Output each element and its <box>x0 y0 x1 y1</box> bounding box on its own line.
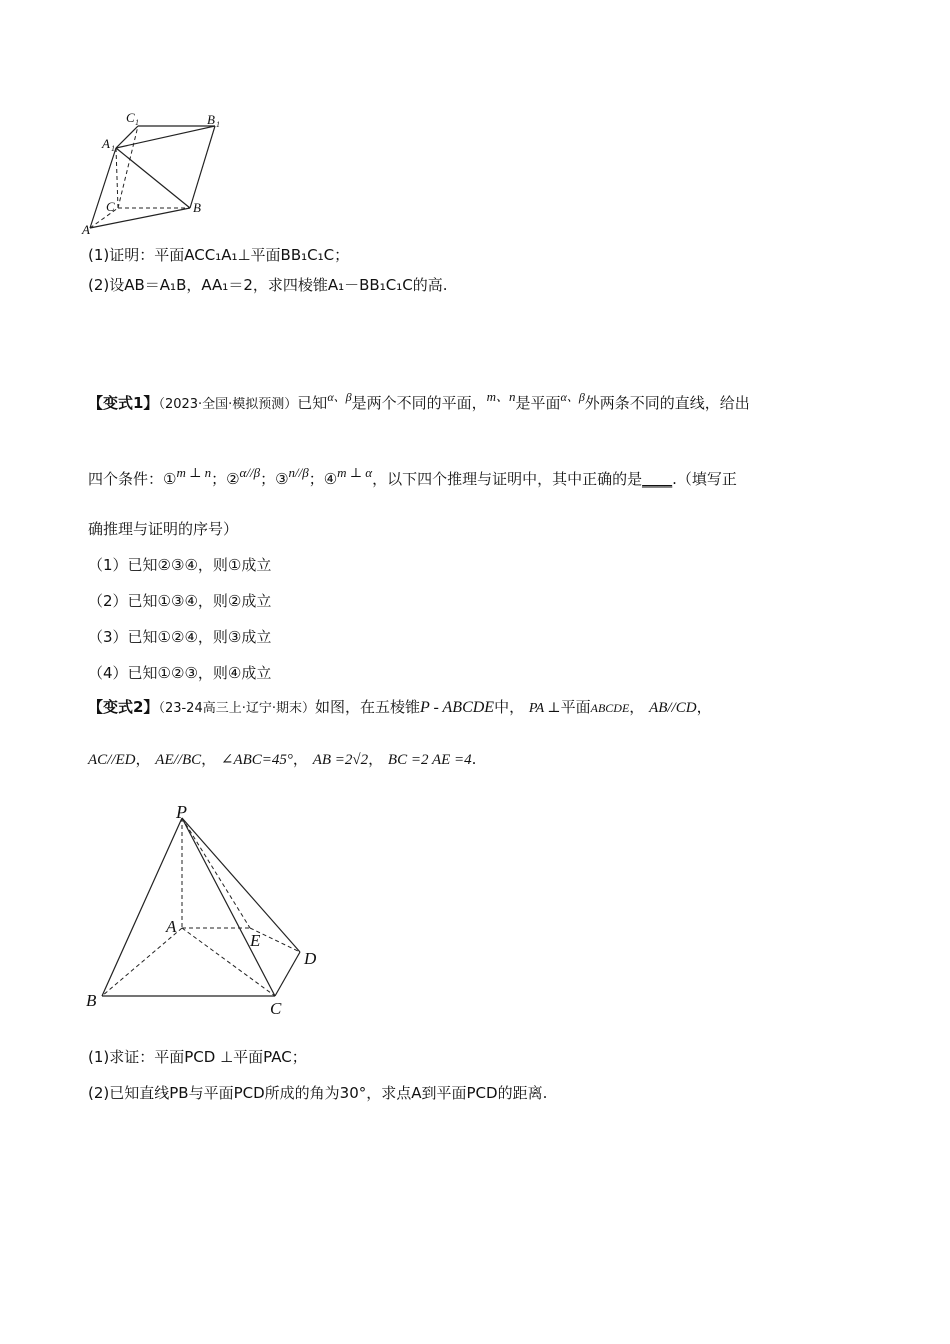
variant2-mid: 中， <box>494 698 525 716</box>
variant2-cond-pa: PA ⊥ <box>528 701 561 716</box>
condition-1: m ⊥ n <box>176 465 212 480</box>
variant1-text-b: 是两个不同的平面， <box>351 394 487 412</box>
figure-pyramid <box>80 800 330 1020</box>
sep-2: ；② <box>211 470 240 488</box>
variant2-cond-bc: BC =2 AE =4 <box>387 752 472 768</box>
variant1-option-4: （4）已知①②③，则④成立 <box>88 664 272 682</box>
variant2-cond-plane: 平面 <box>560 698 591 716</box>
variant2-solid: P - ABCDE <box>420 699 495 716</box>
variant1-source: （2023·全国·模拟预测） <box>158 397 298 412</box>
variant2-cond-ac-ed: AC//ED <box>88 752 136 768</box>
condition-3: n//β <box>288 465 309 480</box>
sep-3: ；③ <box>260 470 289 488</box>
sym-m-n: m、n <box>486 389 516 404</box>
variant2-cond-angle: ∠ABC=45° <box>220 752 293 768</box>
label-e: E <box>250 931 261 950</box>
sym-alpha-beta: α、β <box>327 390 352 404</box>
variant1-line1 <box>88 389 750 413</box>
variant1-conditions-label: 四个条件：① <box>88 470 177 488</box>
variant2-tag: 【变式2】 <box>88 698 159 716</box>
variant1-text-f: .（填写正 <box>672 470 737 488</box>
variant1-line3: 确推理与证明的序号） <box>88 520 239 538</box>
variant2-source: （23-24高三上·辽宁·期末） <box>158 701 315 716</box>
variant2-question-2: (2)已知直线PB与平面PCD所成的角为30°，求点A到平面PCD的距离. <box>88 1084 548 1102</box>
sym-alpha-beta-2: α、β <box>560 390 585 404</box>
variant2-line2: AC//ED， AE//BC， ∠ABC=45°， AB =2√2， BC =2 AE =4. <box>88 750 477 768</box>
variant1-text-e: ，以下四个推理与证明中，其中正确的是 <box>372 470 643 488</box>
label-b: B <box>193 200 201 215</box>
variant2-cond-ab-cd: AB//CD <box>649 700 697 716</box>
variant2-intro: 如图，在五棱锥 <box>314 698 420 716</box>
variant1-tag: 【变式1】 <box>88 394 159 412</box>
condition-2: α//β <box>239 465 261 480</box>
label-c1: C <box>126 110 135 125</box>
label-d: D <box>304 949 317 968</box>
variant1-line2 <box>88 465 737 489</box>
variant2-cond-ae-bc: AE//BC <box>155 752 202 768</box>
variant1-option-3: （3）已知①②④，则③成立 <box>88 628 272 646</box>
condition-4: m ⊥ α <box>337 465 373 480</box>
main-question-1: (1)证明：平面ACC₁A₁⊥平面BB₁C₁C； <box>88 246 350 264</box>
label-a: A <box>82 222 90 237</box>
label-c: C <box>106 199 115 214</box>
main-question-2: (2)设AB＝A₁B，AA₁＝2，求四棱锥A₁－BB₁C₁C的高. <box>88 276 448 294</box>
variant2-question-1: (1)求证：平面PCD ⊥平面PAC； <box>88 1048 307 1066</box>
label-b1: B <box>207 112 215 127</box>
variant1-option-1: （1）已知②③④，则①成立 <box>88 556 272 574</box>
label-a1: A <box>102 136 110 151</box>
label-b1-sub: 1 <box>216 120 220 129</box>
variant2-cond-ab: AB =2√2 <box>312 752 369 768</box>
variant1-text-c: 是平面 <box>515 394 561 412</box>
answer-blank[interactable]: ____ <box>642 470 673 488</box>
label-b-2: B <box>86 991 97 1010</box>
figure-prism <box>80 108 240 238</box>
sep-4: ；④ <box>308 470 338 488</box>
variant1-text-d: 外两条不同的直线，给出 <box>584 394 750 412</box>
variant1-text-a: 已知 <box>297 394 328 412</box>
label-p: P <box>176 802 187 822</box>
label-a1-sub: 1 <box>111 144 115 153</box>
variant2-line1: 【变式2】（23-24高三上·辽宁·期末）如图，在五棱锥P - ABCDE中， PA ⊥平面ABCDE， AB//CD， <box>88 698 712 716</box>
label-a-2: A <box>166 917 177 936</box>
variant2-cond-abcde: ABCDE <box>590 701 630 715</box>
label-c-2: C <box>270 999 282 1018</box>
variant1-option-2: （2）已知①③④，则②成立 <box>88 592 272 610</box>
label-c1-sub: 1 <box>135 118 139 127</box>
